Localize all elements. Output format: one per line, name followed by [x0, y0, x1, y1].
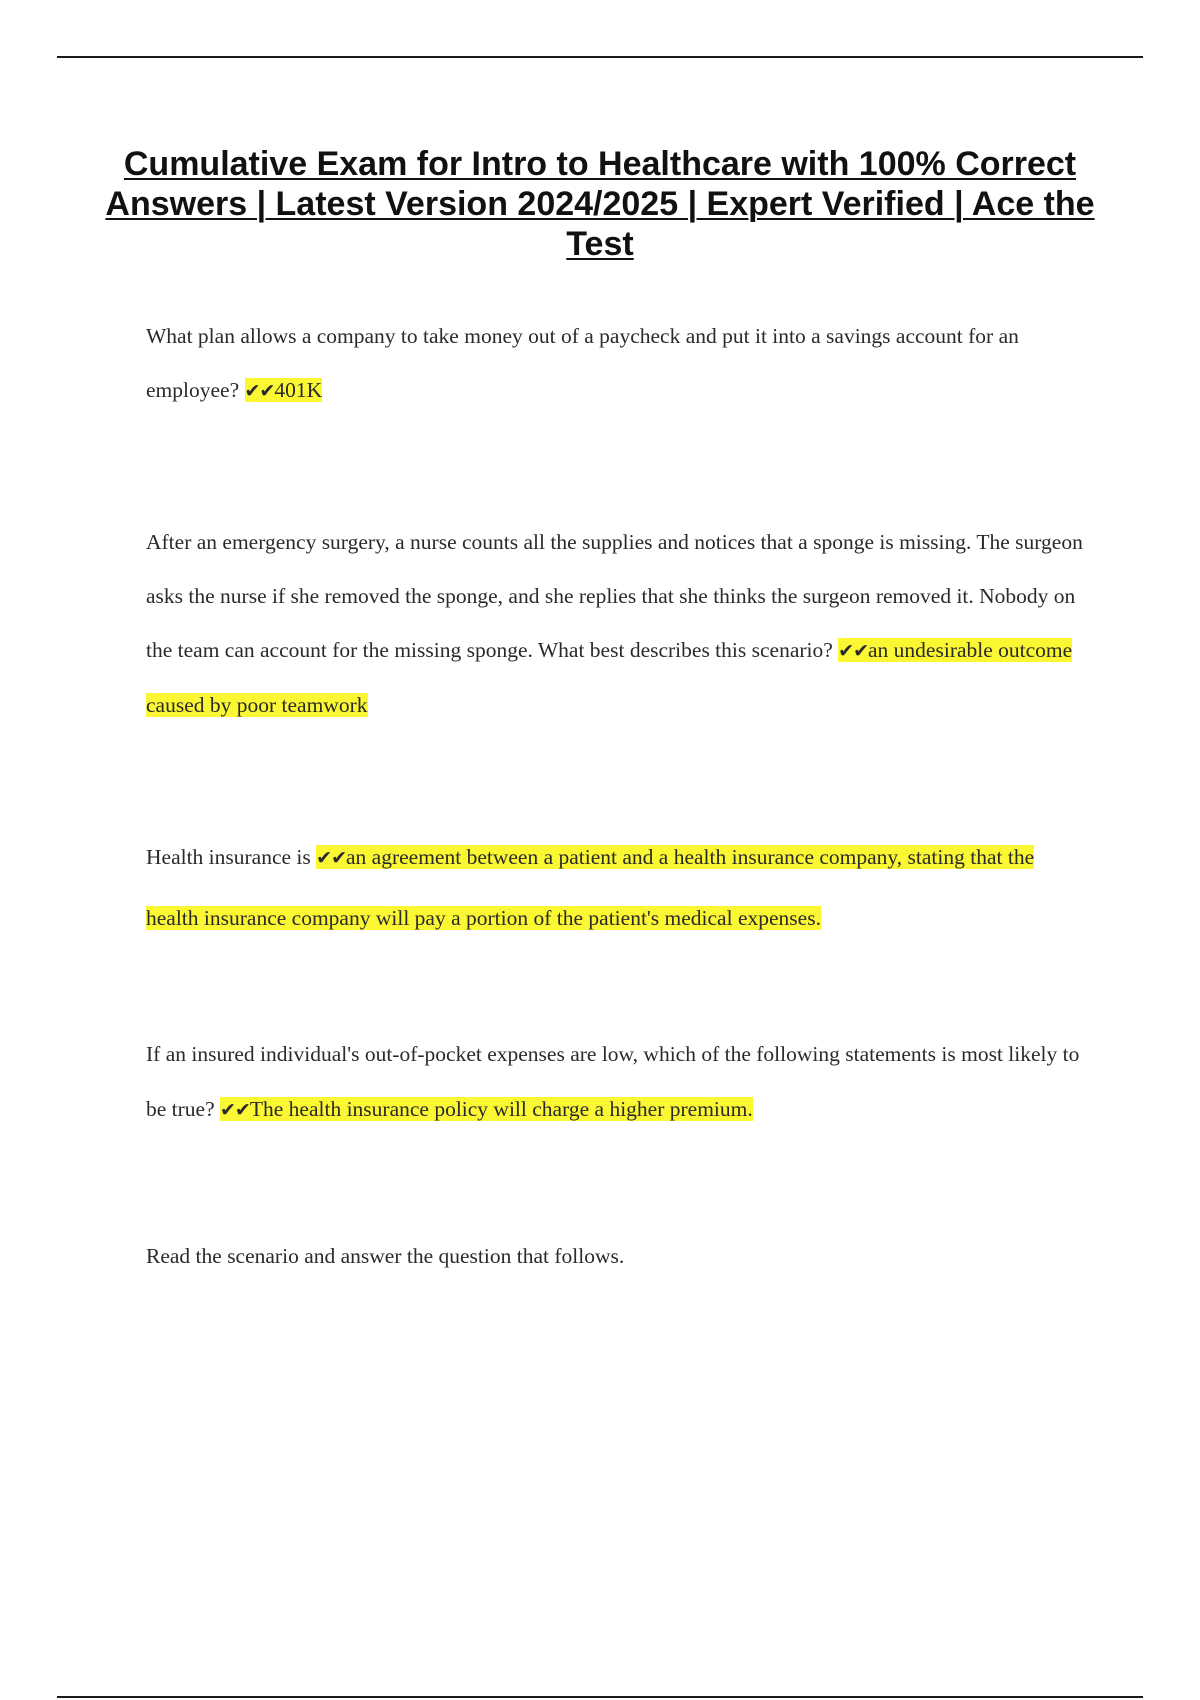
question-3-text: Health insurance is: [146, 845, 311, 869]
bottom-rule: [57, 1696, 1143, 1698]
question-1: [146, 309, 1086, 418]
answer-4-highlight: [220, 1097, 753, 1121]
answer-1-highlight: [245, 378, 323, 402]
question-4-text: If an insured individual's out-of-pocket expenses are low, which of the following statements is most likely to be true?: [146, 1042, 1080, 1121]
question-3: [146, 827, 1086, 948]
top-rule: [57, 56, 1143, 58]
double-check-icon: ✔✔: [220, 1099, 250, 1121]
document-title: Cumulative Exam for Intro to Healthcare with 100% Correct Answers | Latest Version 2024/2025 | Expert Verified | Ace the Test: [105, 145, 1095, 263]
answer-4-text: The health insurance policy will charge a higher premium.: [249, 1097, 753, 1121]
answer-2-text: an undesirable outcome caused by poor teamwork: [146, 638, 1073, 717]
question-1-text: What plan allows a company to take money out of a paycheck and put it into a savings account for an employee?: [146, 324, 1019, 402]
question-2-text: After an emergency surgery, a nurse counts all the supplies and notices that a sponge is missing. The surgeon asks the nurse if she removed the sponge, and she replies that she thinks the surgeon removed it. Nobody on the team can account for the missing sponge. What best describes this scenario?: [146, 530, 1083, 662]
question-4: [146, 1027, 1086, 1138]
answer-1-text: 401K: [274, 378, 323, 402]
trailing-text: Read the scenario and answer the question that follows.: [146, 1244, 625, 1268]
double-check-icon: ✔✔: [838, 640, 869, 662]
answer-3-text: an agreement between a patient and a health insurance company, stating that the health insurance company will pay a portion of the patient's medical expenses.: [146, 845, 1035, 930]
double-check-icon: ✔✔: [316, 847, 346, 869]
question-2: [146, 515, 1091, 732]
double-check-icon: ✔✔: [244, 380, 275, 402]
